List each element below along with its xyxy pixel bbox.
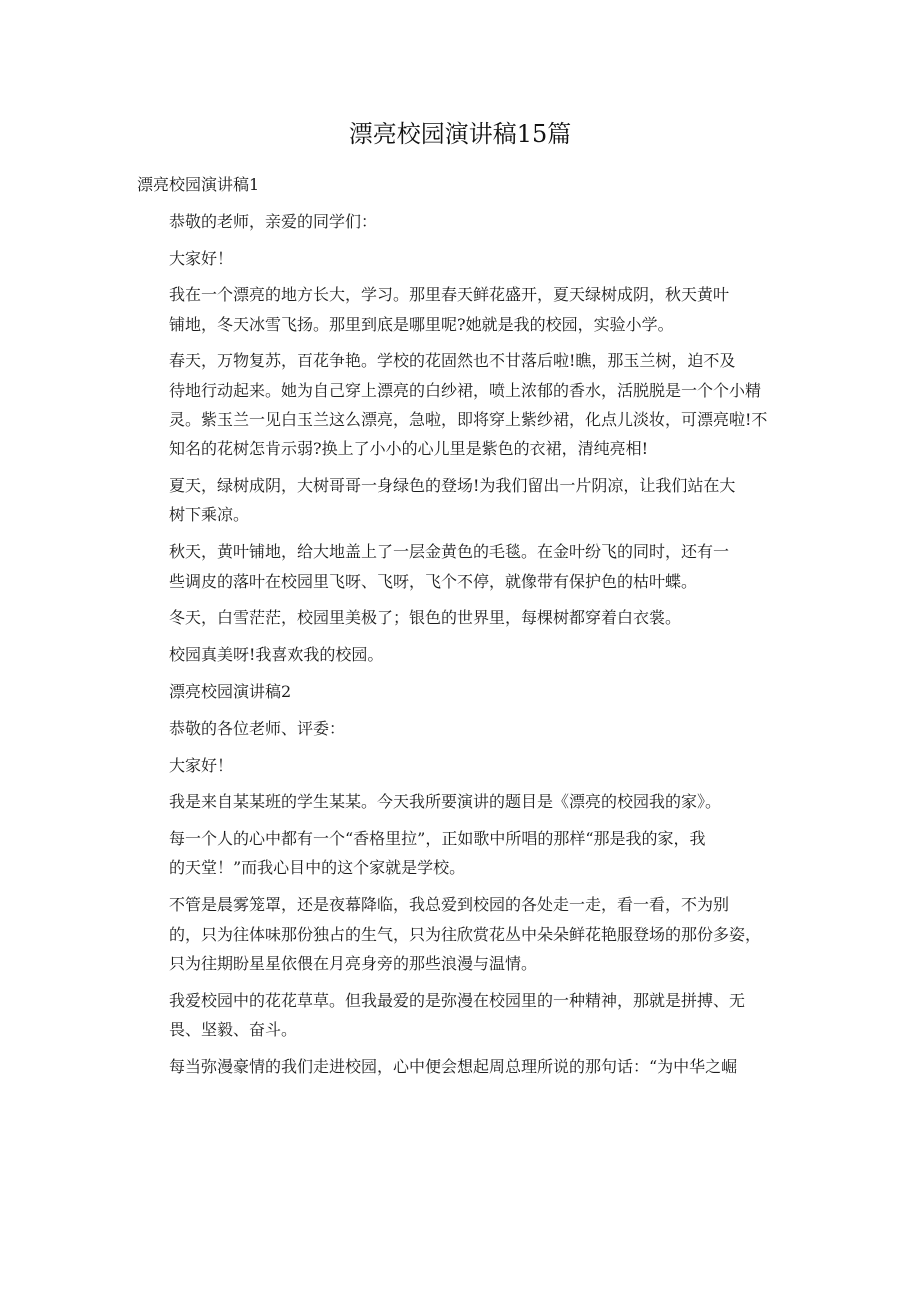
text-line: 恭敬的老师，亲爱的同学们： (169, 211, 378, 231)
text-line: 的，只为往体味那份独占的生气，只为往欣赏花丛中朵朵鲜花艳服登场的那份多姿， (169, 924, 762, 944)
text-line: 春天，万物复苏，百花争艳。学校的花固然也不甘落后啦!瞧，那玉兰树，迫不及 (169, 351, 736, 371)
text-line: 每一个人的心中都有一个“香格里拉”，正如歌中所唱的那样“那是我的家，我 (169, 829, 706, 849)
paragraph (137, 537, 781, 596)
text-line: 冬天，白雪茫茫，校园里美极了；银色的世界里，每棵树都穿着白衣裳。 (169, 608, 682, 628)
document-title: 漂亮校园演讲稿15篇 (348, 120, 572, 148)
paragraph (137, 471, 781, 530)
text-line: 只为往期盼星星依偎在月亮身旁的那些浪漫与温情。 (169, 953, 538, 973)
text-line: 树下乘凉。 (169, 505, 250, 525)
paragraph (137, 346, 781, 463)
text-line: 夏天，绿树成阴，大树哥哥一身绿色的登场!为我们留出一片阴凉，让我们站在大 (169, 476, 736, 496)
text-line: 些调皮的落叶在校园里飞呀、飞呀，飞个不停，就像带有保护色的枯叶蝶。 (169, 571, 698, 591)
section-heading: 漂亮校园演讲稿2 (169, 681, 292, 701)
text-line: 铺地，冬天冰雪飞扬。那里到底是哪里呢?她就是我的校园，实验小学。 (169, 314, 674, 334)
paragraph-greeting (137, 244, 781, 273)
paragraph (137, 787, 781, 816)
text-line: 我是来自某某班的学生某某。今天我所要演讲的题目是《漂亮的校园我的家》。 (169, 792, 722, 812)
text-line: 不管是晨雾笼罩，还是夜幕降临，我总爱到校园的各处走一走，看一看，不为别 (169, 895, 730, 915)
text-line: 灵。紫玉兰一见白玉兰这么漂亮，急啦，即将穿上紫纱裙，化点儿淡妆，可漂亮啦!不 (169, 410, 768, 430)
text-line: 大家好！ (169, 755, 234, 775)
paragraph (137, 824, 781, 883)
paragraph (137, 890, 781, 978)
text-line: 的天堂！”而我心目中的这个家就是学校。 (169, 858, 466, 878)
paragraph (137, 1052, 781, 1081)
paragraph (137, 280, 781, 339)
text-line: 校园真美呀!我喜欢我的校园。 (169, 645, 384, 665)
text-line: 秋天，黄叶铺地，给大地盖上了一层金黄色的毛毯。在金叶纷飞的同时，还有一 (169, 542, 730, 562)
paragraph (137, 603, 781, 632)
text-line: 畏、坚毅、奋斗。 (169, 1019, 298, 1039)
paragraph-greeting (137, 751, 781, 780)
text-line: 待地行动起来。她为自己穿上漂亮的白纱裙，喷上浓郁的香水，活脱脱是一个个小精 (169, 380, 762, 400)
text-line: 每当弥漫豪情的我们走进校园，心中便会想起周总理所说的那句话：“为中华之崛 (169, 1056, 738, 1076)
paragraph-salutation (137, 207, 781, 236)
section-heading: 漂亮校园演讲稿1 (137, 175, 260, 194)
document-body (137, 170, 781, 1081)
paragraph-salutation (137, 714, 781, 743)
text-line: 大家好！ (169, 248, 234, 268)
paragraph (137, 986, 781, 1045)
paragraph (137, 640, 781, 669)
text-line: 我爱校园中的花花草草。但我最爱的是弥漫在校园里的一种精神，那就是拼搏、无 (169, 990, 746, 1010)
text-line: 恭敬的各位老师、评委： (169, 718, 346, 738)
text-line: 知名的花树怎肯示弱?换上了小小的心儿里是紫色的衣裙，清纯亮相! (169, 439, 649, 459)
text-line: 我在一个漂亮的地方长大，学习。那里春天鲜花盛开，夏天绿树成阴，秋天黄叶 (169, 285, 730, 305)
